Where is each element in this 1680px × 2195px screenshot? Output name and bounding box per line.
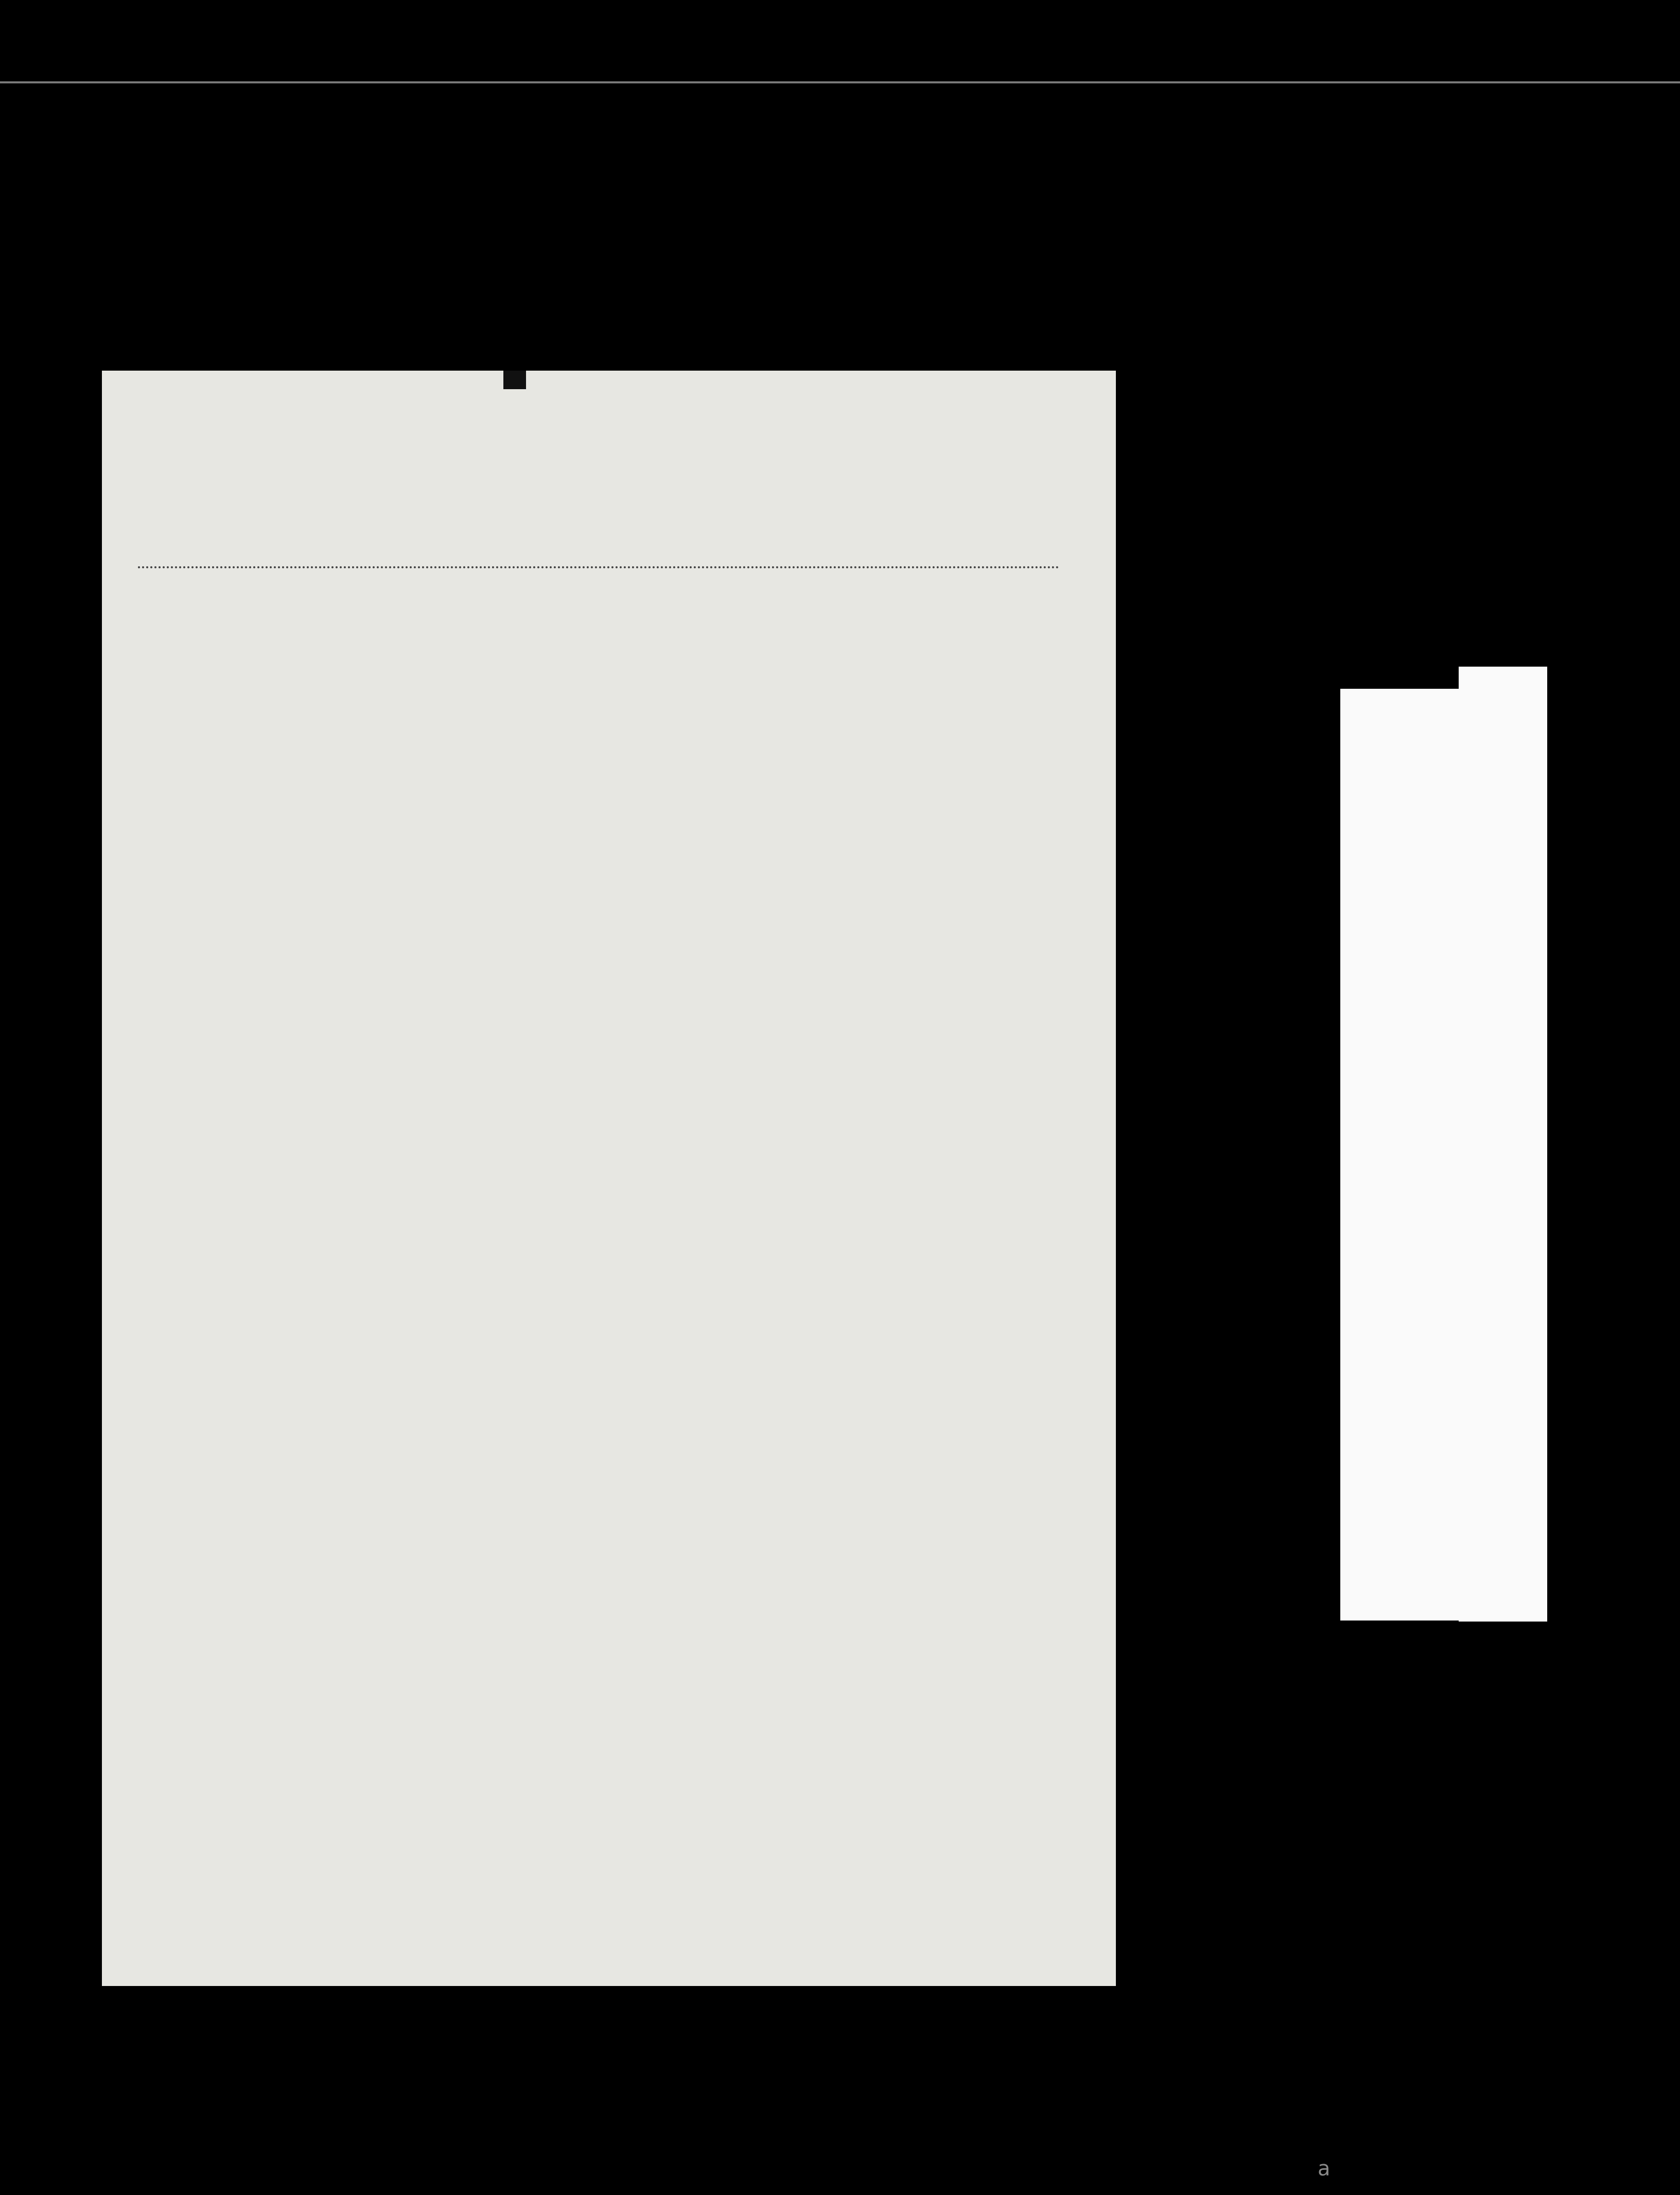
national-archives-label	[1459, 667, 1547, 1622]
frame-number	[926, 111, 1091, 214]
header-rule	[138, 566, 1059, 568]
archive-reference-label	[1340, 689, 1459, 1621]
film-top-rule	[0, 81, 1680, 83]
film-speck: a	[1318, 2157, 1331, 2181]
staple-mark	[503, 371, 526, 389]
sitrep-document	[102, 371, 1116, 1986]
